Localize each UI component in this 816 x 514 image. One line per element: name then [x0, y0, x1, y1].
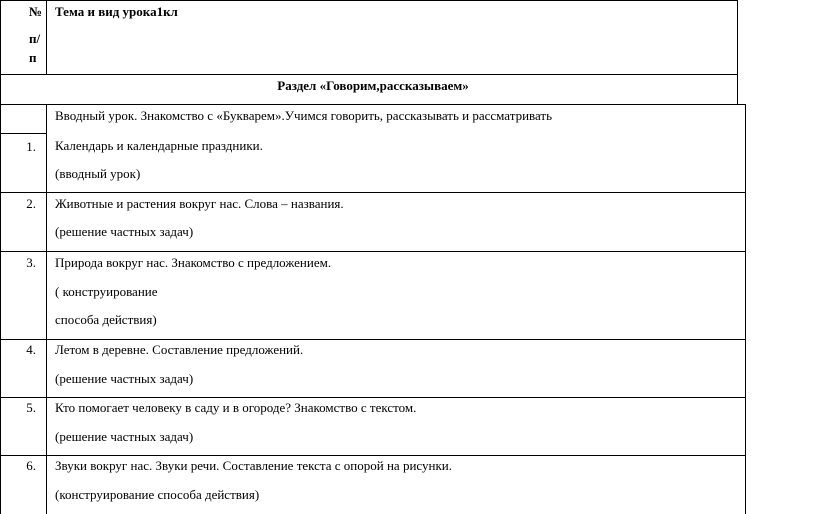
header-topic-title: Тема и вид урока1кл: [55, 4, 178, 19]
row-text: Природа вокруг нас. Знакомство с предложением.: [55, 255, 332, 270]
row-text: Животные и растения вокруг нас. Слова – названия.: [55, 196, 344, 211]
section-bottom-line: [0, 104, 746, 105]
table-border-top: [0, 0, 738, 1]
row-line: [0, 397, 746, 398]
row-text: (решение частных задач): [55, 224, 194, 239]
row-text: Календарь и календарные праздники.: [55, 138, 263, 153]
row-number: 4.: [26, 342, 36, 357]
column-divider: [46, 0, 47, 74]
row-line: [0, 455, 746, 456]
row-text: ( конструирование: [55, 284, 158, 299]
row-number: 1.: [26, 139, 36, 154]
row-line: [0, 251, 746, 252]
row-number: 2.: [26, 196, 36, 211]
row-line: [0, 133, 46, 134]
row-text: Вводный урок. Знакомство с «Букварем».Учимся говорить, рассказывать и рассматривать: [55, 108, 553, 123]
row-text: Кто помогает человеку в саду и в огороде? Знакомство с текстом.: [55, 400, 417, 415]
header-num-label: №: [29, 4, 43, 19]
header-bottom-line: [0, 74, 738, 75]
row-text: (решение частных задач): [55, 371, 194, 386]
row-number: 5.: [26, 400, 36, 415]
table-border-right: [745, 104, 746, 514]
row-text: (конструирование способа действия): [55, 487, 260, 502]
row-number: 6.: [26, 458, 36, 473]
header-num-label: п/: [29, 31, 41, 46]
row-text: способа действия): [55, 312, 157, 327]
row-text: (вводный урок): [55, 166, 141, 181]
header-num-label: п: [29, 50, 37, 65]
row-line: [0, 192, 746, 193]
row-text: (решение частных задач): [55, 429, 194, 444]
row-number: 3.: [26, 255, 36, 270]
section-title: Раздел «Говорим,рассказываем»: [277, 78, 469, 93]
row-text: Звуки вокруг нас. Звуки речи. Составление текста с опорой на рисунки.: [55, 458, 452, 473]
row-text: Летом в деревне. Составление предложений.: [55, 342, 304, 357]
row-line: [0, 339, 746, 340]
column-divider: [46, 104, 47, 514]
